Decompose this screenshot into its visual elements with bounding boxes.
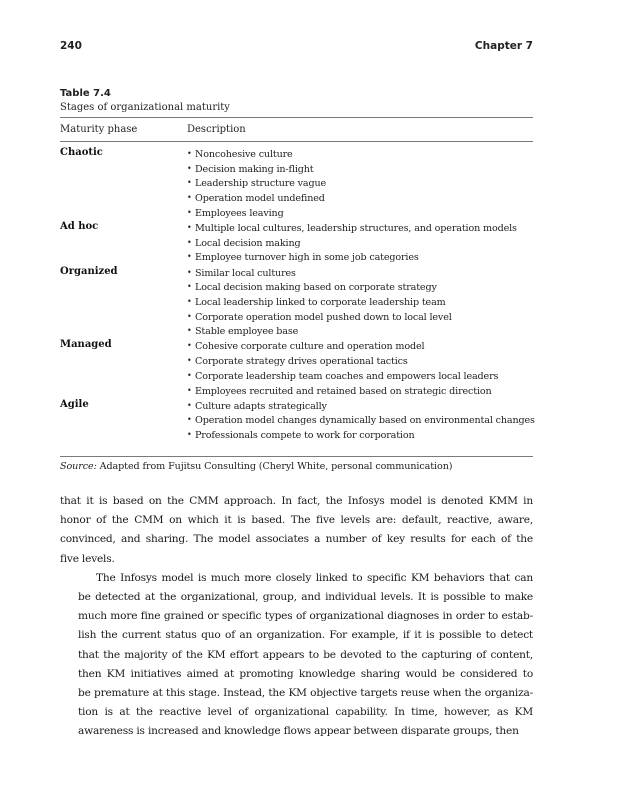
description-text: Employees leaving	[195, 207, 284, 219]
list-item	[187, 147, 533, 162]
description-list	[187, 147, 533, 220]
bullet-icon: •	[187, 149, 192, 158]
text-line: that it is based on the CMM approach. In fact, the Infosys model is denoted KMM in	[60, 495, 533, 507]
chapter-title: Chapter 7	[474, 40, 533, 52]
list-item	[187, 310, 533, 325]
description-text: Corporate operation model pushed down to local level	[195, 311, 452, 323]
text-line: then KM initiatives aimed at promoting knowledge sharing would be considered to	[78, 667, 533, 680]
bullet-icon: •	[187, 193, 192, 203]
description-text: Noncohesive culture	[195, 149, 293, 160]
description-text: Stable employee base	[195, 326, 299, 338]
description-text: Corporate strategy drives operational tactics	[195, 356, 408, 368]
description-text: Local leadership linked to corporate leadership team	[195, 296, 446, 308]
source-label: Source:	[60, 461, 97, 472]
column-header-description: Description	[187, 124, 246, 135]
description-text: Similar local cultures	[195, 267, 296, 279]
table-body	[60, 147, 533, 443]
bullet-icon: •	[187, 237, 192, 247]
bullet-icon: •	[187, 385, 192, 395]
list-item	[187, 428, 533, 443]
description-list	[187, 339, 533, 398]
table-caption: Stages of organizational maturity	[60, 102, 230, 113]
bullet-icon: •	[187, 370, 192, 380]
description-text: Employees recruited and retained based on strategic direction	[195, 385, 492, 397]
bullet-icon: •	[187, 356, 192, 366]
list-item	[187, 399, 533, 414]
list-item	[187, 250, 533, 265]
text-line: convinced, and sharing. The model associates a number of key results for each of the	[60, 533, 533, 546]
list-item	[187, 221, 533, 236]
description-text: Leadership structure vague	[195, 178, 327, 190]
text-line: that the majority of the KM effort appears to be devoted to the capturing of content,	[78, 648, 533, 661]
list-item	[187, 295, 533, 310]
description-text: Culture adapts strategically	[195, 400, 327, 412]
bullet-icon: •	[187, 296, 192, 306]
text-line: awareness is increased and knowledge flows appear between disparate groups, then	[78, 725, 519, 738]
source-text: Adapted from Fujitsu Consulting (Cheryl White, personal communication)	[96, 461, 453, 472]
bullet-icon: •	[187, 311, 192, 321]
column-header-phase: Maturity phase	[60, 124, 138, 135]
table-row	[60, 221, 533, 265]
bullet-icon: •	[187, 178, 192, 188]
paragraph	[60, 492, 533, 569]
description-text: Multiple local cultures, leadership structures, and operation models	[195, 222, 517, 234]
text-line: much more fine grained or specific types of organizational diagnoses in order to estab-	[78, 610, 533, 623]
paragraph	[60, 569, 533, 742]
maturity-phase: Organized	[60, 265, 118, 277]
table-row	[60, 147, 533, 220]
list-item	[187, 162, 533, 177]
maturity-phase: Managed	[60, 339, 112, 351]
description-text: Employee turnover high in some job categories	[195, 252, 419, 264]
list-item	[187, 266, 533, 281]
list-item	[187, 413, 533, 428]
bullet-icon: •	[187, 341, 192, 351]
bullet-icon: •	[187, 267, 192, 277]
text-line: The Infosys model is much more closely linked to specific KM behaviors that can	[96, 571, 533, 584]
bullet-icon: •	[187, 415, 192, 425]
list-item	[187, 206, 533, 221]
description-text: Local decision making based on corporate strategy	[195, 282, 437, 294]
maturity-phase: Ad hoc	[60, 220, 99, 232]
list-item	[187, 324, 533, 339]
bullet-icon: •	[187, 430, 192, 440]
description-list	[187, 399, 533, 443]
bullet-icon: •	[187, 400, 192, 410]
bullet-icon: •	[187, 207, 192, 217]
list-item	[187, 354, 533, 369]
text-line: lish the current status quo of an organization. For example, if it is possible to detect	[78, 629, 533, 642]
description-text: Operation model changes dynamically based on environmental changes	[195, 415, 535, 427]
table-bottom-rule	[60, 456, 533, 457]
maturity-phase: Agile	[60, 398, 89, 410]
text-line: honor of the CMM on which it is based. The five levels are: default, reactive, aware,	[60, 514, 533, 527]
description-text: Corporate leadership team coaches and empowers local leaders	[195, 370, 499, 382]
table-top-rule	[60, 117, 533, 118]
bullet-icon: •	[187, 326, 192, 336]
description-text: Decision making in-flight	[195, 163, 314, 175]
table-row	[60, 399, 533, 443]
text-line: be premature at this stage. Instead, the KM objective targets reuse when the organiza-	[78, 687, 533, 700]
text-line: be detected at the organizational, group, and individual levels. It is possible to make	[78, 591, 533, 604]
table-row	[60, 339, 533, 398]
maturity-phase: Chaotic	[60, 147, 103, 158]
running-head	[60, 40, 533, 56]
description-text: Local decision making	[195, 237, 301, 249]
table-header-rule	[60, 141, 533, 142]
bullet-icon: •	[187, 163, 192, 173]
description-text: Cohesive corporate culture and operation model	[195, 341, 425, 353]
list-item	[187, 384, 533, 399]
table-label: Table 7.4	[60, 88, 111, 99]
description-list	[187, 266, 533, 339]
description-text: Professionals compete to work for corporation	[195, 430, 415, 442]
bullet-icon: •	[187, 222, 192, 232]
description-list	[187, 221, 533, 265]
list-item	[187, 280, 533, 295]
list-item	[187, 339, 533, 354]
bullet-icon: •	[187, 282, 192, 292]
page-number: 240	[60, 40, 82, 52]
description-text: Operation model undefined	[195, 193, 325, 205]
table-row	[60, 266, 533, 339]
bullet-icon: •	[187, 252, 192, 262]
body-text	[60, 492, 533, 742]
table-source-note	[60, 461, 452, 472]
text-line: five levels.	[60, 552, 115, 565]
list-item	[187, 369, 533, 384]
list-item	[187, 236, 533, 251]
list-item	[187, 176, 533, 191]
list-item	[187, 191, 533, 206]
text-line: tion is at the reactive level of organizational capability. In time, however, as KM	[78, 706, 533, 719]
